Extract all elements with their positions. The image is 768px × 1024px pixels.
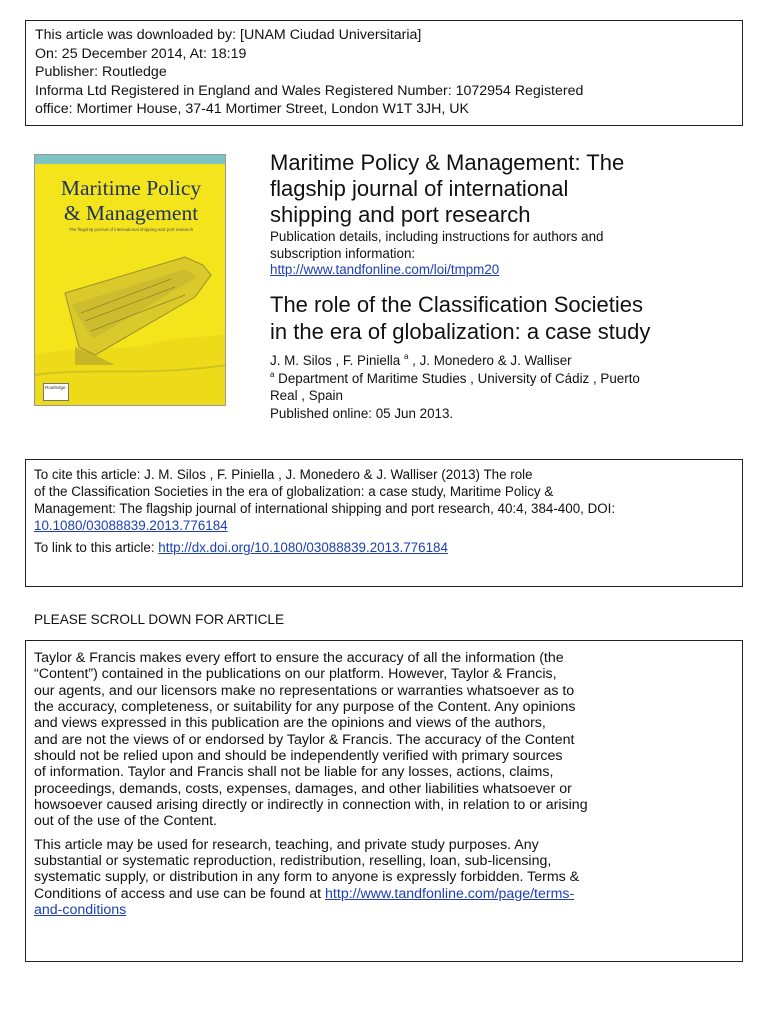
article-info	[270, 292, 750, 422]
cover-top-strip	[35, 155, 225, 164]
citation-line: of the Classification Societies in the era of globalization: a case study, Maritime Policy &	[34, 484, 554, 499]
article-title: The role of the Classification Societies in the era of globalization: a case study	[270, 292, 651, 344]
journal-info	[270, 150, 750, 279]
download-line: On: 25 December 2014, At: 18:19	[35, 45, 247, 62]
disclaimer-paragraph-2: This article may be used for research, teaching, and private study purposes. Any substantial or systematic reproduction, redistribution, reselling, loan, sub-licensing, systematic supply, or distribution in any form to anyone is expressly forbidden. Terms & Conditions of access and use can be found at http://www.tandfonline.com/page/terms- and-conditions	[34, 836, 580, 919]
published-online: Published online: 05 Jun 2013.	[270, 405, 454, 421]
disclaimer-box	[25, 640, 743, 962]
journal-cover-image	[34, 154, 226, 406]
ship-illustration	[35, 235, 226, 406]
download-line: Publisher: Routledge	[35, 64, 167, 80]
link-label: To link to this article:	[34, 540, 159, 555]
disclaimer-paragraph-1: Taylor & Francis makes every effort to ensure the accuracy of all the information (the “Content”) contained in the publications on our platform. However, Taylor & Francis, our agents, and our licensors make no representations or warranties whatsoever as to the accuracy, completeness, or suitability for any purpose of the Content. Any opinions and views expressed in this publication are the opinions and views of the authors, and are not the views of or endorsed by Taylor & Francis. The accuracy of the Content should not be relied upon and should be independently verified with primary sources of information. Taylor and Francis shall not be liable for any losses, actions, claims, proceedings, demands, costs, expenses, damages, and other liabilities whatsoever or howsoever caused arising directly or indirectly in connection with, in relation to or arising out of the use of the Content.	[34, 650, 588, 830]
download-info-box	[25, 20, 743, 126]
article-link[interactable]: http://dx.doi.org/10.1080/03088839.2013.776184	[158, 540, 448, 555]
terms-link-continued[interactable]: and-conditions	[34, 902, 127, 919]
terms-link[interactable]: http://www.tandfonline.com/page/terms-	[325, 885, 575, 902]
citation-box	[25, 459, 743, 587]
journal-url-link[interactable]: http://www.tandfonline.com/loi/tmpm20	[270, 262, 500, 277]
scroll-down-note: PLEASE SCROLL DOWN FOR ARTICLE	[34, 612, 285, 627]
citation-line: Management: The flagship journal of international shipping and port research, 40:4, 384-400, DOI:	[34, 501, 616, 516]
article-authors: J. M. Silos , F. Piniella $^a$ , J. Monedero & J. Walliser	[270, 352, 572, 368]
publication-details: Publication details, including instructions for authors and subscription information: http://www.tandfonline.com/loi/tmpm20	[270, 229, 604, 277]
download-line: office: Mortimer House, 37-41 Mortimer Street, London W1T 3JH, UK	[35, 101, 469, 117]
doi-link[interactable]: 10.1080/03088839.2013.776184	[34, 518, 228, 533]
article-affiliation: $^a$ Department of Maritime Studies , University of Cádiz , Puerto Real , Spain	[270, 369, 640, 403]
cover-subtitle: The flagship journal of international shipping and port research	[68, 227, 194, 232]
download-line: This article was downloaded by: [UNAM Ciudad Universitaria]	[35, 27, 422, 43]
cover-title: Maritime Policy & Management	[60, 176, 202, 225]
journal-title: Maritime Policy & Management: The flagship journal of international shipping and port research	[270, 150, 625, 227]
download-line: Informa Ltd Registered in England and Wales Registered Number: 1072954 Registered	[35, 82, 584, 99]
citation-line: To cite this article: J. M. Silos , F. Piniella , J. Monedero & J. Walliser (2013) The role	[34, 467, 533, 482]
routledge-logo: Routledge	[43, 383, 69, 401]
